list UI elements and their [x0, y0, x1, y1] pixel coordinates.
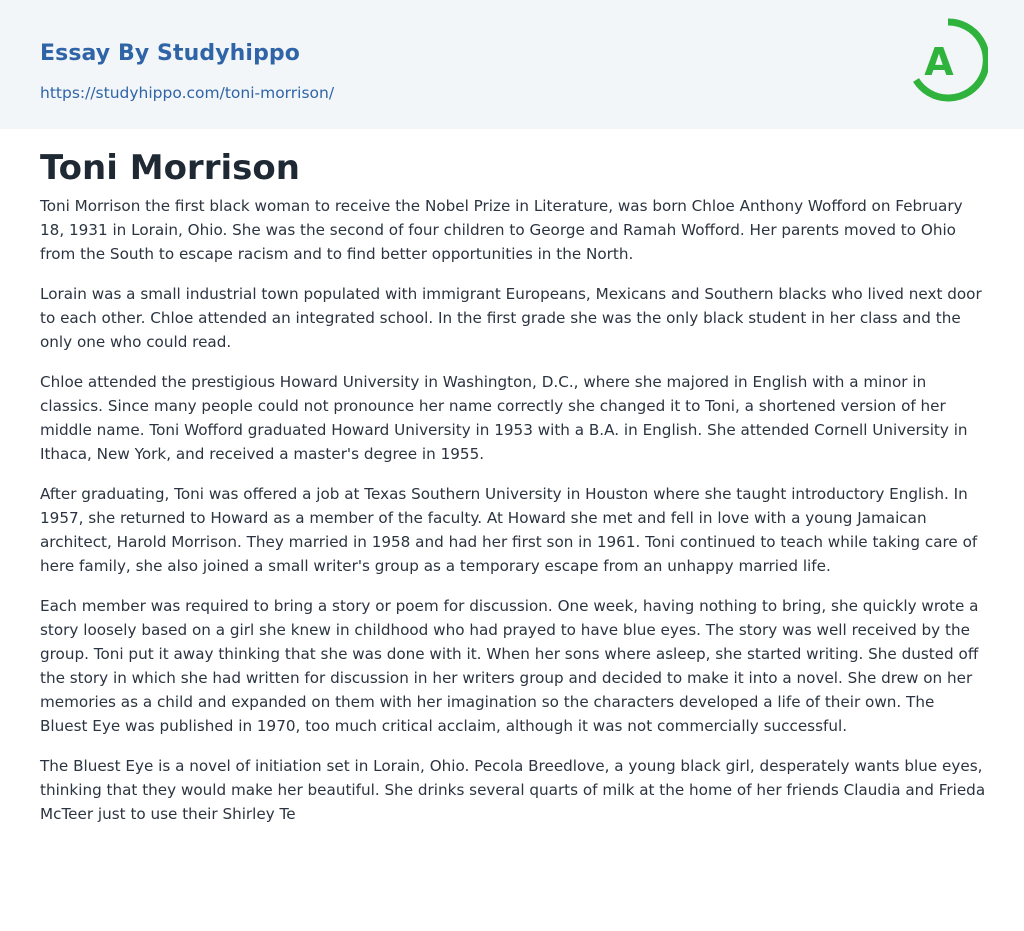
essay-paragraph: The Bluest Eye is a novel of initiation set in Lorain, Ohio. Pecola Breedlove, a young black girl, desperately wants blue eyes, thinking that they would make her beautiful. She drinks several quarts of milk at the home of her friends Claudia and Frieda McTeer just to use their Shirley Te	[40, 757, 986, 823]
studyhippo-logo-icon[interactable]	[908, 18, 988, 106]
essay-body	[40, 194, 986, 842]
essay-paragraph: After graduating, Toni was offered a job at Texas Southern University in Houston where she taught introductory English. In 1957, she returned to Howard as a member of the faculty. At Howard she met and fell in love with a young Jamaican architect, Harold Morrison. They married in 1958 and had her first son in 1961. Toni continued to teach while taking care of here family, she also joined a small writer's group as a temporary escape from an unhappy married life.	[40, 485, 978, 575]
logo-letter: A	[924, 40, 954, 84]
site-brand[interactable]: Essay By Studyhippo	[40, 41, 300, 66]
essay-paragraph: Each member was required to bring a story or poem for discussion. One week, having nothing to bring, she quickly wrote a story loosely based on a girl she knew in childhood who had prayed to have blue eyes. The story was well received by the group. Toni put it away thinking that she was done with it. When her sons where asleep, she started writing. She dusted off the story in which she had written for discussion in her writers group and decided to make it into a novel. She drew on her memories as a child and expanded on them with her imagination so the characters developed a life of their own. The Bluest Eye was published in 1970, too much critical acclaim, although it was not commercially successful.	[40, 597, 979, 735]
essay-title: Toni Morrison	[40, 148, 300, 188]
essay-url-link[interactable]: https://studyhippo.com/toni-morrison/	[40, 84, 335, 102]
essay-paragraph: Toni Morrison the first black woman to receive the Nobel Prize in Literature, was born Chloe Anthony Wofford on February 18, 1931 in Lorain, Ohio. She was the second of four children to George and Ramah Wofford. Her parents moved to Ohio from the South to escape racism and to find better opportunities in the North.	[40, 197, 963, 263]
essay-paragraph: Lorain was a small industrial town populated with immigrant Europeans, Mexicans and Southern blacks who lived next door to each other. Chloe attended an integrated school. In the first grade she was the only black student in her class and the only one who could read.	[40, 285, 982, 351]
essay-paragraph: Chloe attended the prestigious Howard University in Washington, D.C., where she majored in English with a minor in classics. Since many people could not pronounce her name correctly she changed it to Toni, a shortened version of her middle name. Toni Wofford graduated Howard University in 1953 with a B.A. in English. She attended Cornell University in Ithaca, New York, and received a master's degree in 1955.	[40, 373, 968, 463]
